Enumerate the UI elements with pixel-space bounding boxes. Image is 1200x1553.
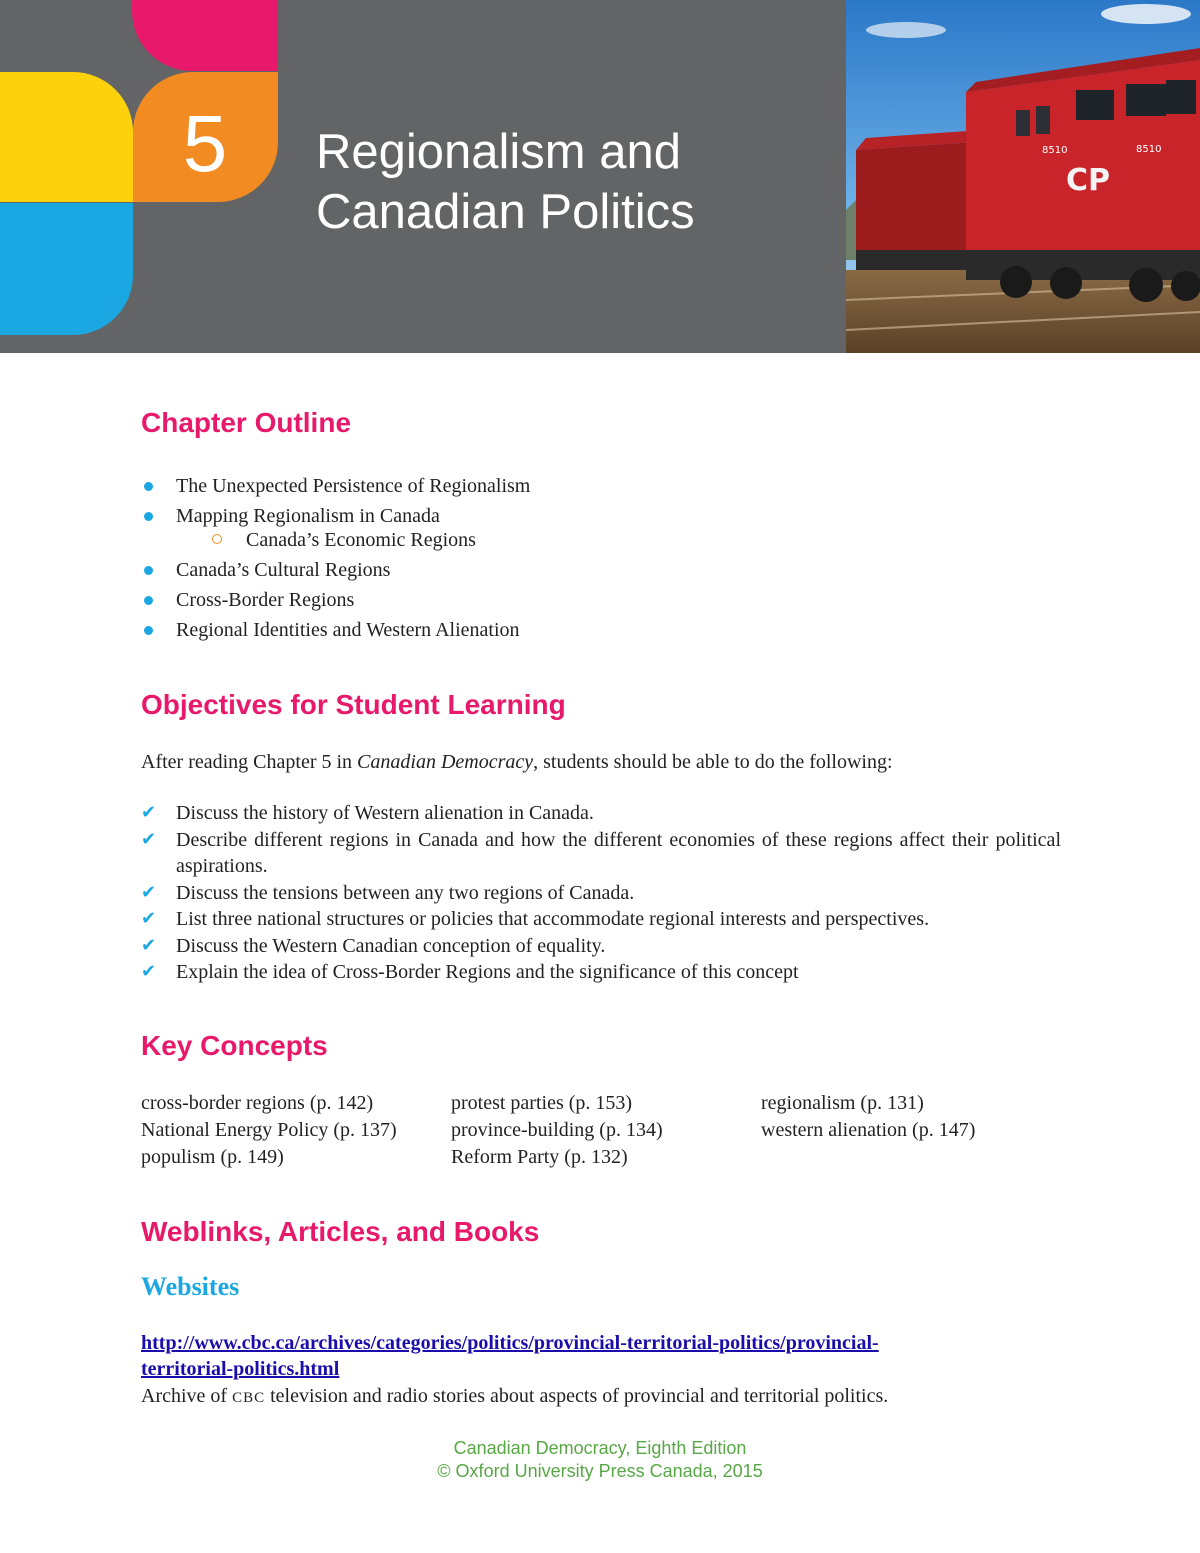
list-item: ✔ Discuss the history of Western alienation in Canada. — [141, 800, 1061, 827]
list-item: Cross-Border Regions — [141, 585, 530, 615]
bullet-icon — [144, 626, 153, 635]
circle-bullet-icon — [212, 534, 222, 544]
objectives-intro: After reading Chapter 5 in Canadian Democracy, students should be able to do the following: — [141, 751, 893, 773]
book-title: Canadian Democracy — [357, 751, 534, 773]
list-item: ✔ Explain the idea of Cross-Border Regions and the significance of this concept — [141, 959, 1061, 986]
weblinks-heading: Weblinks, Articles, and Books — [141, 1216, 540, 1247]
key-concept: province-building (p. 134) — [451, 1119, 663, 1141]
objectives-heading: Objectives for Student Learning — [141, 689, 566, 720]
key-concept: Reform Party (p. 132) — [451, 1146, 628, 1168]
list-item: ✔ Describe different regions in Canada and how the different economies of these regions affect their political aspirations. — [141, 828, 1061, 877]
list-item: ✔ Discuss the Western Canadian conception of equality. — [141, 933, 1061, 960]
footer-copyright: © Oxford University Press Canada, 2015 — [437, 1461, 763, 1481]
train-photo — [846, 0, 1200, 353]
bullet-icon — [144, 482, 153, 491]
key-concepts-column-1 — [141, 1090, 397, 1171]
key-concepts-heading: Key Concepts — [141, 1030, 328, 1061]
chapter-title-line2: Canadian Politics — [316, 185, 695, 239]
key-concept: western alienation (p. 147) — [761, 1119, 976, 1141]
chapter-number: 5 — [182, 99, 228, 188]
key-concept: National Energy Policy (p. 137) — [141, 1119, 397, 1141]
key-concepts-column-2 — [451, 1090, 663, 1171]
key-concept: protest parties (p. 153) — [451, 1092, 633, 1114]
chapter-title-line1: Regionalism and — [316, 125, 681, 179]
key-concept: regionalism (p. 131) — [761, 1092, 924, 1114]
locomotive-number-right: 8510 — [1136, 144, 1162, 155]
check-icon: ✔ — [141, 881, 157, 903]
list-item: Canada’s Cultural Regions — [141, 555, 530, 585]
chapter-title — [316, 122, 695, 242]
bullet-icon — [144, 566, 153, 575]
decorative-yellow-shape — [0, 72, 133, 202]
list-item: Mapping Regionalism in Canada — [141, 501, 530, 531]
check-icon: ✔ — [141, 934, 157, 956]
footer — [0, 1437, 1200, 1483]
footer-edition: Canadian Democracy, Eighth Edition — [453, 1438, 747, 1458]
list-item: Regional Identities and Western Alienation — [141, 615, 530, 645]
check-icon: ✔ — [141, 828, 157, 850]
decorative-pink-shape — [132, 0, 278, 71]
chapter-outline-heading: Chapter Outline — [141, 407, 352, 438]
cp-logo: CP — [1066, 163, 1111, 198]
list-item: ✔ Discuss the tensions between any two regions of Canada. — [141, 880, 1061, 907]
cbc-archive-link[interactable]: http://www.cbc.ca/archives/categories/politics/provincial-territorial-politics/provincial- territorial-politics.html — [141, 1332, 879, 1380]
key-concept: cross-border regions (p. 142) — [141, 1092, 374, 1114]
chapter-banner — [0, 0, 1200, 353]
bullet-icon — [144, 512, 153, 521]
check-icon: ✔ — [141, 908, 157, 929]
chapter-outline-list — [141, 471, 530, 645]
sub-list-item: Canada’s Economic Regions — [141, 527, 530, 553]
locomotive-image — [846, 0, 1200, 353]
cbc-abbreviation: CBC — [232, 1390, 266, 1406]
check-icon: ✔ — [141, 802, 157, 823]
key-concepts-column-3 — [761, 1090, 975, 1144]
decorative-blue-shape — [0, 203, 133, 335]
list-item: ✔ List three national structures or policies that accommodate regional interests and perspectives. — [141, 906, 1061, 933]
objectives-list — [141, 800, 1061, 986]
key-concept: populism (p. 149) — [141, 1146, 284, 1168]
check-icon: ✔ — [141, 961, 157, 982]
bullet-icon — [144, 596, 153, 605]
cbc-archive-description: Archive of CBC television and radio stories about aspects of provincial and territorial politics. — [141, 1385, 889, 1407]
locomotive-number-left: 8510 — [1042, 145, 1068, 156]
list-item: The Unexpected Persistence of Regionalism — [141, 471, 530, 501]
websites-subheading: Websites — [141, 1272, 240, 1301]
